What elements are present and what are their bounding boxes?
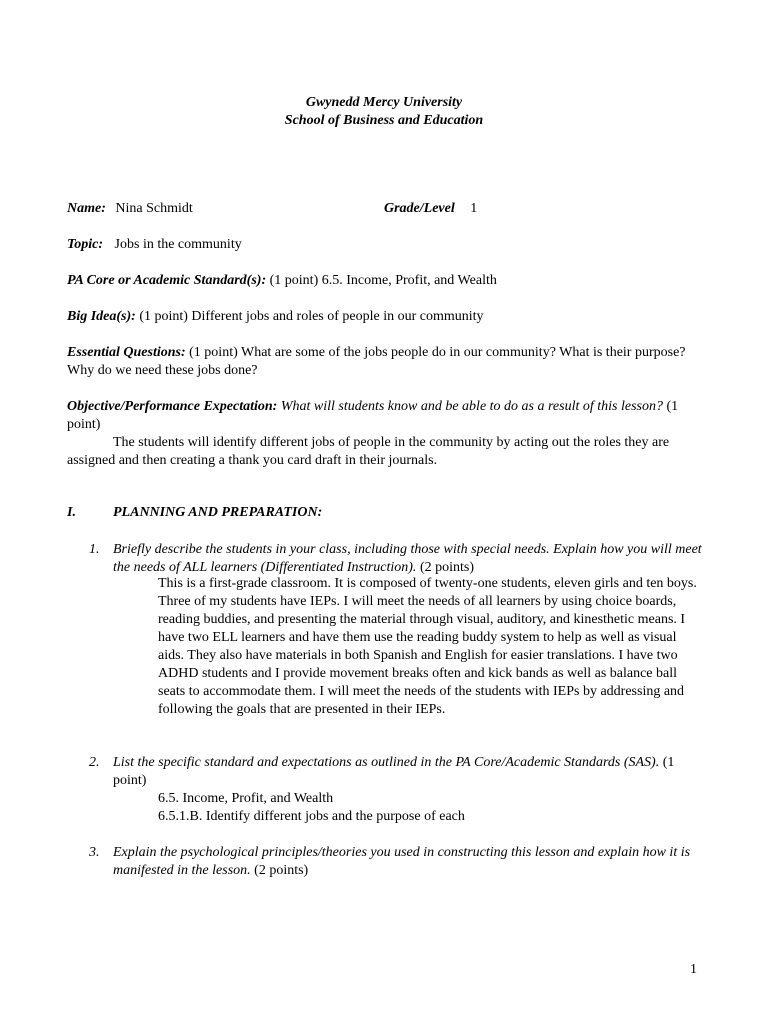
item-prompt (113, 541, 705, 577)
big-idea-label: Big Idea(s): (67, 309, 136, 324)
item-prompt (113, 754, 705, 790)
big-idea-value: (1 point) Different jobs and roles of people in our community (139, 309, 484, 324)
page-number: 1 (690, 962, 697, 977)
standard-value: (1 point) 6.5. Income, Profit, and Wealth (269, 273, 497, 288)
grade-row (384, 200, 477, 218)
item-prompt-text: Briefly describe the students in your class, including those with special needs. Explain how you will meet the needs of ALL learners (Differentiated Instruction). (113, 542, 702, 575)
topic-label: Topic: (67, 237, 104, 252)
topic-row (67, 236, 707, 254)
name-value: Nina Schmidt (115, 201, 193, 216)
name-label: Name: (67, 201, 106, 216)
essential-label: Essential Questions: (67, 345, 186, 360)
item-prompt-text: List the specific standard and expectations as outlined in the PA Core/Academic Standards (SAS). (113, 755, 660, 770)
item-answer-line: 6.5.1.B. Identify different jobs and the purpose of each (158, 809, 465, 824)
university-name: Gwynedd Mercy University (305, 95, 463, 110)
item-number: 1. (89, 542, 100, 557)
item-points: (1 point) (113, 755, 675, 788)
item-points: (2 points) (419, 560, 474, 575)
topic-value: Jobs in the community (114, 237, 242, 252)
item-answer-line: 6.5. Income, Profit, and Wealth (158, 791, 334, 806)
item-prompt-text: Explain the psychological principles/theories you used in constructing this lesson and explain how it is manifested in the lesson. (113, 845, 691, 878)
objective-label: Objective/Performance Expectation: (67, 399, 278, 414)
section-title: PLANNING AND PREPARATION: (113, 505, 323, 520)
item-answer: This is a first-grade classroom. It is composed of twenty-one students, eleven girls and ten boys. Three of my students have IEPs. I will meet the needs of all learners by using choice boards, reading buddies, and presenting the material through visual, auditory, and kinesthetic means. I have two ELL learners and have them use the reading buddy system to help as well as visual aids. They also have materials in both Spanish and English for easier translations. I have two ADHD students and I provide movement breaks often and kick bands as well as balance ball seats to accommodate them. I will meet the needs of the students with IEPs by addressing and following the goals that are presented in their IEPs. (158, 576, 697, 717)
standard-label: PA Core or Academic Standard(s): (67, 273, 267, 288)
objective-text: The students will identify different jobs of people in the community by acting out the roles they are assigned and then creating a thank you card draft in their journals. (67, 435, 670, 468)
objective-points: (1 point) (67, 399, 679, 432)
item-points: (2 points) (254, 863, 309, 878)
big-idea-row (67, 308, 707, 326)
school-name: School of Business and Education (284, 113, 484, 128)
essential-value: (1 point) What are some of the jobs people do in our community? What is their purpose? Why do we need these jobs done? (67, 345, 686, 378)
objective (67, 398, 707, 434)
essential-questions (67, 344, 707, 380)
item-number: 3. (89, 845, 100, 860)
standard-row (67, 272, 707, 290)
grade-label: Grade/Level (384, 201, 455, 216)
item-prompt (113, 844, 705, 880)
grade-value: 1 (470, 201, 478, 216)
section-number: I. (67, 505, 76, 520)
objective-prompt: What will students know and be able to do as a result of this lesson? (280, 399, 663, 414)
item-number: 2. (89, 755, 100, 770)
